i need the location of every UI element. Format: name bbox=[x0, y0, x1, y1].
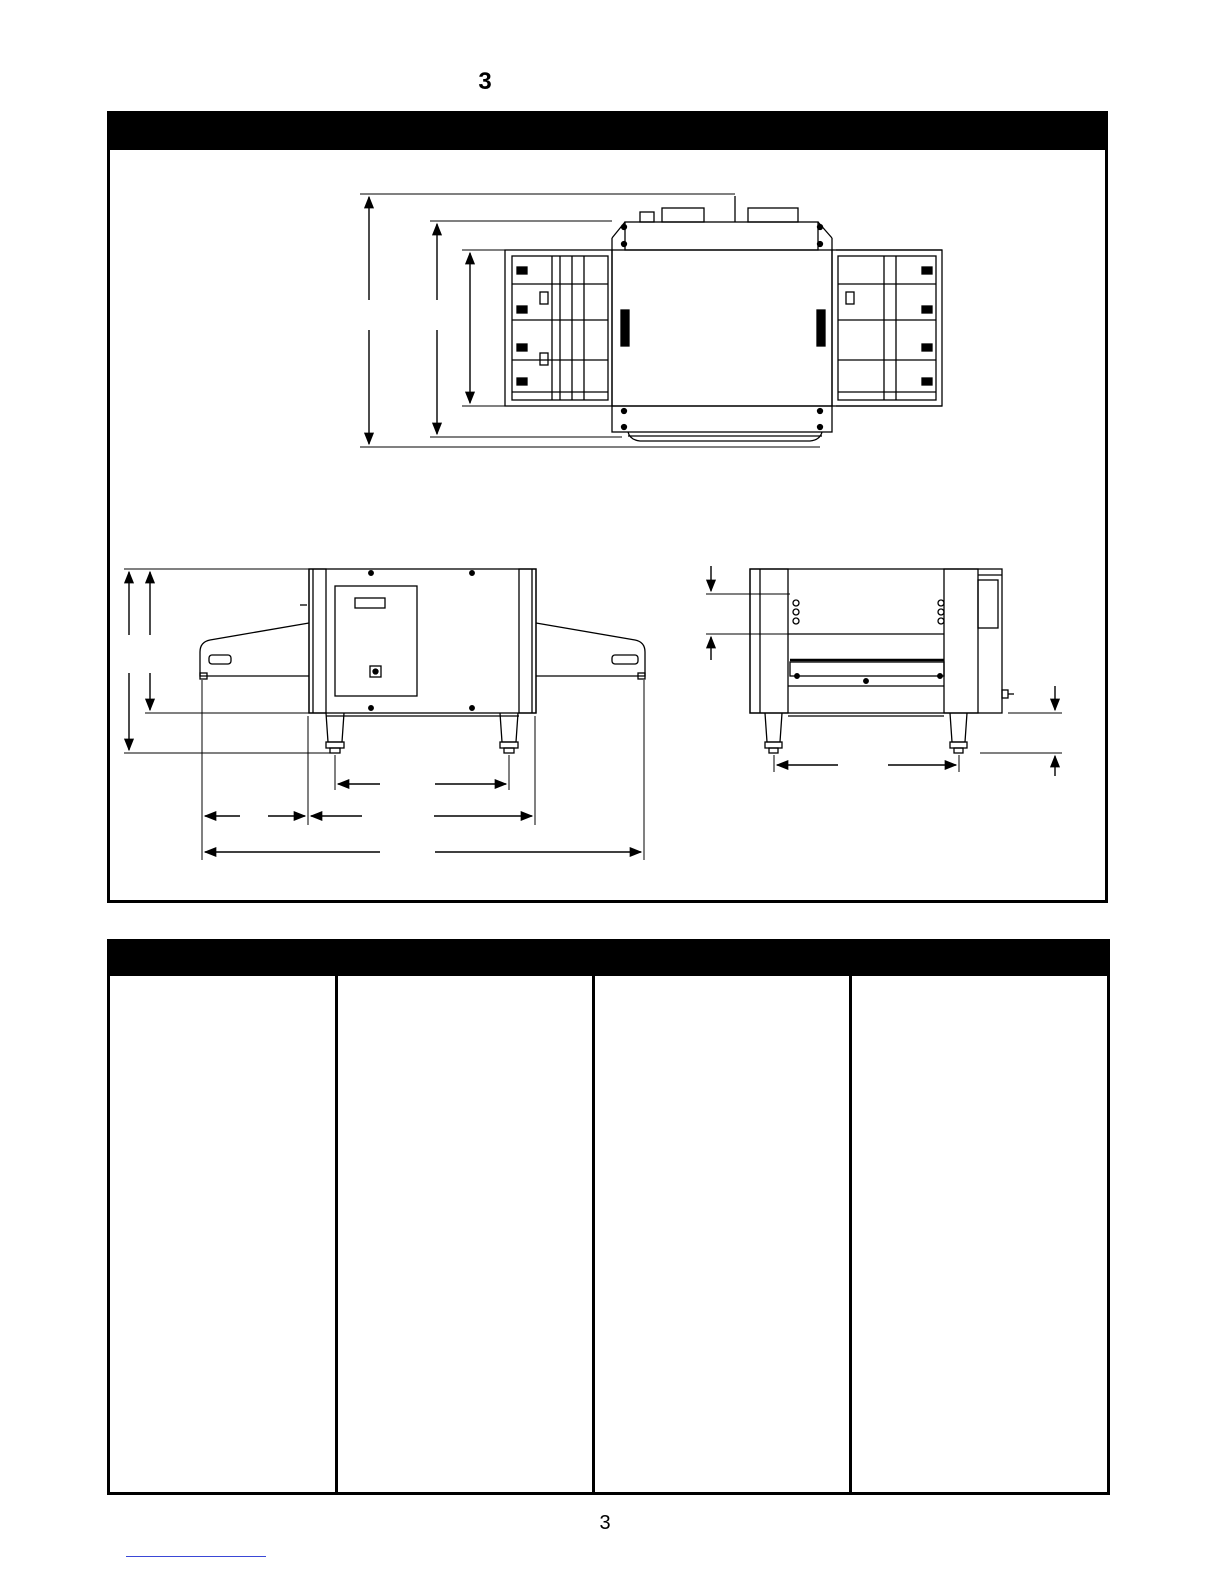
page-number: 3 bbox=[599, 1512, 611, 1534]
spec-column-1 bbox=[110, 976, 335, 1492]
spec-column-3 bbox=[595, 976, 849, 1492]
side-view-drawing bbox=[706, 566, 1062, 776]
spec-column-2 bbox=[338, 976, 592, 1492]
spec-column-4 bbox=[852, 976, 1107, 1492]
top-view-drawing bbox=[360, 194, 942, 447]
footer-link[interactable] bbox=[126, 1556, 266, 1557]
specifications-panel-header bbox=[110, 942, 1107, 976]
front-view-drawing bbox=[124, 569, 645, 860]
specifications-panel bbox=[107, 939, 1110, 1495]
section-number: 3 bbox=[478, 68, 492, 95]
